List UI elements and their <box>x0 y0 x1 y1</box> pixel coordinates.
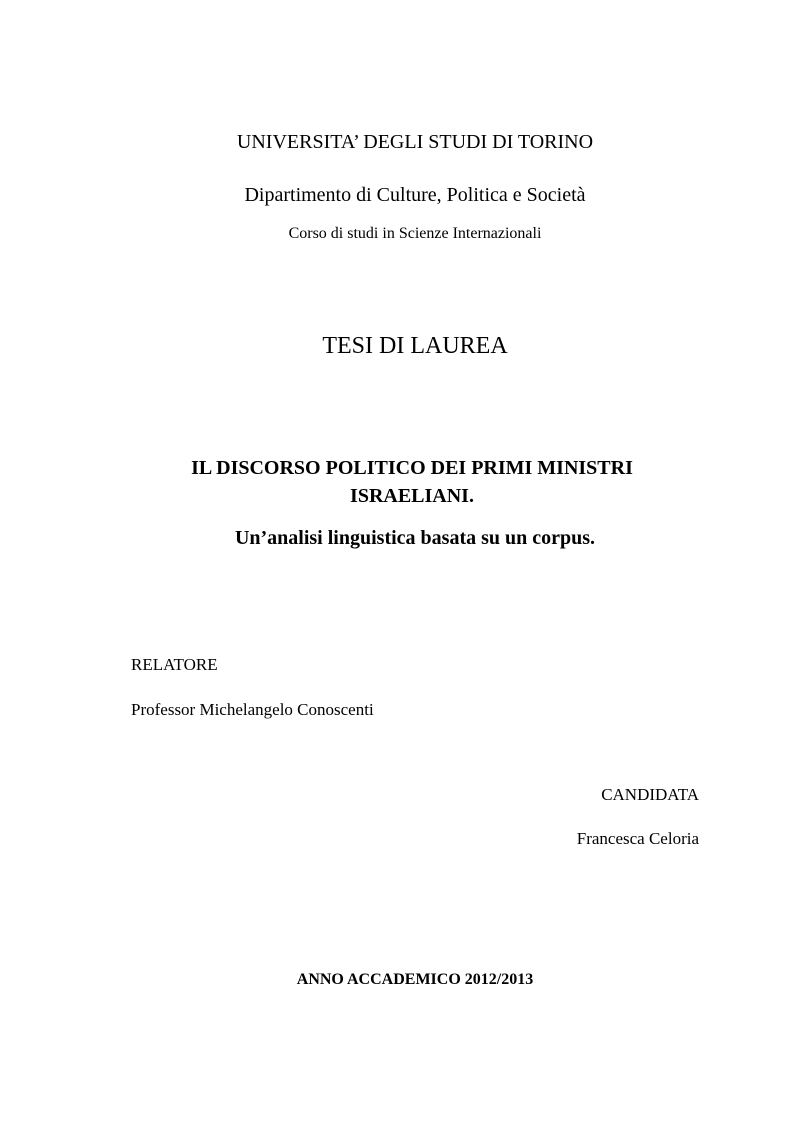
course-name: Corso di studi in Scienze Internazionali <box>288 225 542 242</box>
thesis-title-line-2: ISRAELIANI. <box>350 485 474 507</box>
thesis-subtitle: Un’analisi linguistica basata su un corpus. <box>234 527 596 549</box>
thesis-title <box>0 454 794 510</box>
supervisor-label: RELATORE <box>131 655 218 674</box>
candidate-label: CANDIDATA <box>601 785 699 804</box>
academic-year: ANNO ACCADEMICO 2012/2013 <box>296 971 534 988</box>
department-name: Dipartimento di Culture, Politica e Società <box>244 184 586 206</box>
candidate-name: Francesca Celoria <box>576 829 699 848</box>
university-name: UNIVERSITA’ DEGLI STUDI DI TORINO <box>236 131 594 153</box>
supervisor-name: Professor Michelangelo Conoscenti <box>131 700 374 719</box>
thesis-title-line-1: IL DISCORSO POLITICO DEI PRIMI MINISTRI <box>191 457 633 479</box>
thesis-type-heading: TESI DI LAUREA <box>322 333 508 359</box>
